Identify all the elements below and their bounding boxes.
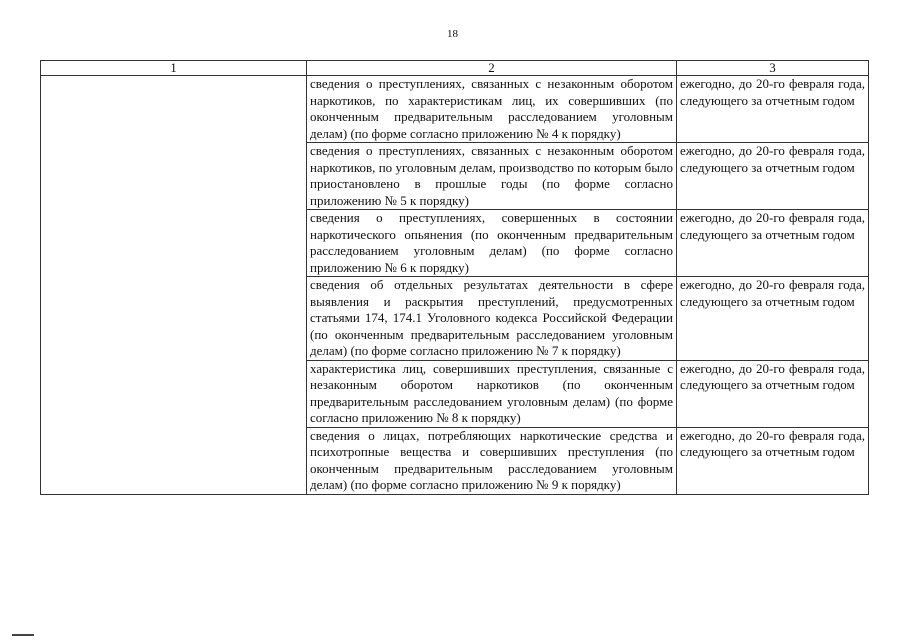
table-cell-deadline: ежегодно, до 20-го февраля года, следующего за отчетным годом <box>677 210 869 277</box>
table-cell-description: сведения об отдельных результатах деятельности в сфере выявления и раскрытия преступлений, предусмотренных статьями 174, 174.1 Уголовного кодекса Российской Федерации (по оконченным предварительным расследованием уголовным делам) (по форме согласно приложению № 7 к порядку) <box>307 277 677 361</box>
table-cell-description: сведения о преступлениях, совершенных в состоянии наркотического опьянения (по оконченным предварительным расследованием уголовным делам) (по форме согласно приложению № 6 к порядку) <box>307 210 677 277</box>
table-cell-deadline: ежегодно, до 20-го февраля года, следующего за отчетным годом <box>677 360 869 427</box>
table-cell-deadline: ежегодно, до 20-го февраля года, следующего за отчетным годом <box>677 427 869 494</box>
column-header-2: 2 <box>307 61 677 76</box>
table-cell-deadline: ежегодно, до 20-го февраля года, следующего за отчетным годом <box>677 143 869 210</box>
table-cell-col1 <box>41 76 307 495</box>
table-cell-description: сведения о преступлениях, связанных с незаконным оборотом наркотиков, по характеристикам лиц, их совершивших (по оконченным предварительным расследованием уголовным делам) (по форме согласно приложению № 4 к порядку) <box>307 76 677 143</box>
table-cell-description: сведения о преступлениях, связанных с незаконным оборотом наркотиков, по уголовным делам, производство по которым было приостановлено в прошлые годы (по форме согласно приложению № 5 к порядку) <box>307 143 677 210</box>
table-cell-deadline: ежегодно, до 20-го февраля года, следующего за отчетным годом <box>677 76 869 143</box>
table-cell-deadline: ежегодно, до 20-го февраля года, следующего за отчетным годом <box>677 277 869 361</box>
table-cell-description: сведения о лицах, потребляющих наркотические средства и психотропные вещества и совершивших преступления (по оконченным предварительным расследованием уголовным делам) (по форме согласно приложению № 9 к порядку) <box>307 427 677 494</box>
table-row <box>41 76 869 143</box>
page-edge-mark <box>12 634 34 636</box>
column-header-3: 3 <box>677 61 869 76</box>
table-cell-description: характеристика лиц, совершивших преступления, связанные с незаконным оборотом наркотиков (по оконченным предварительным расследованием уголовным делам) (по форме согласно приложению № 8 к порядку) <box>307 360 677 427</box>
column-header-1: 1 <box>41 61 307 76</box>
document-table <box>40 60 869 495</box>
table-header-row <box>41 61 869 76</box>
page-number: 18 <box>447 28 458 40</box>
